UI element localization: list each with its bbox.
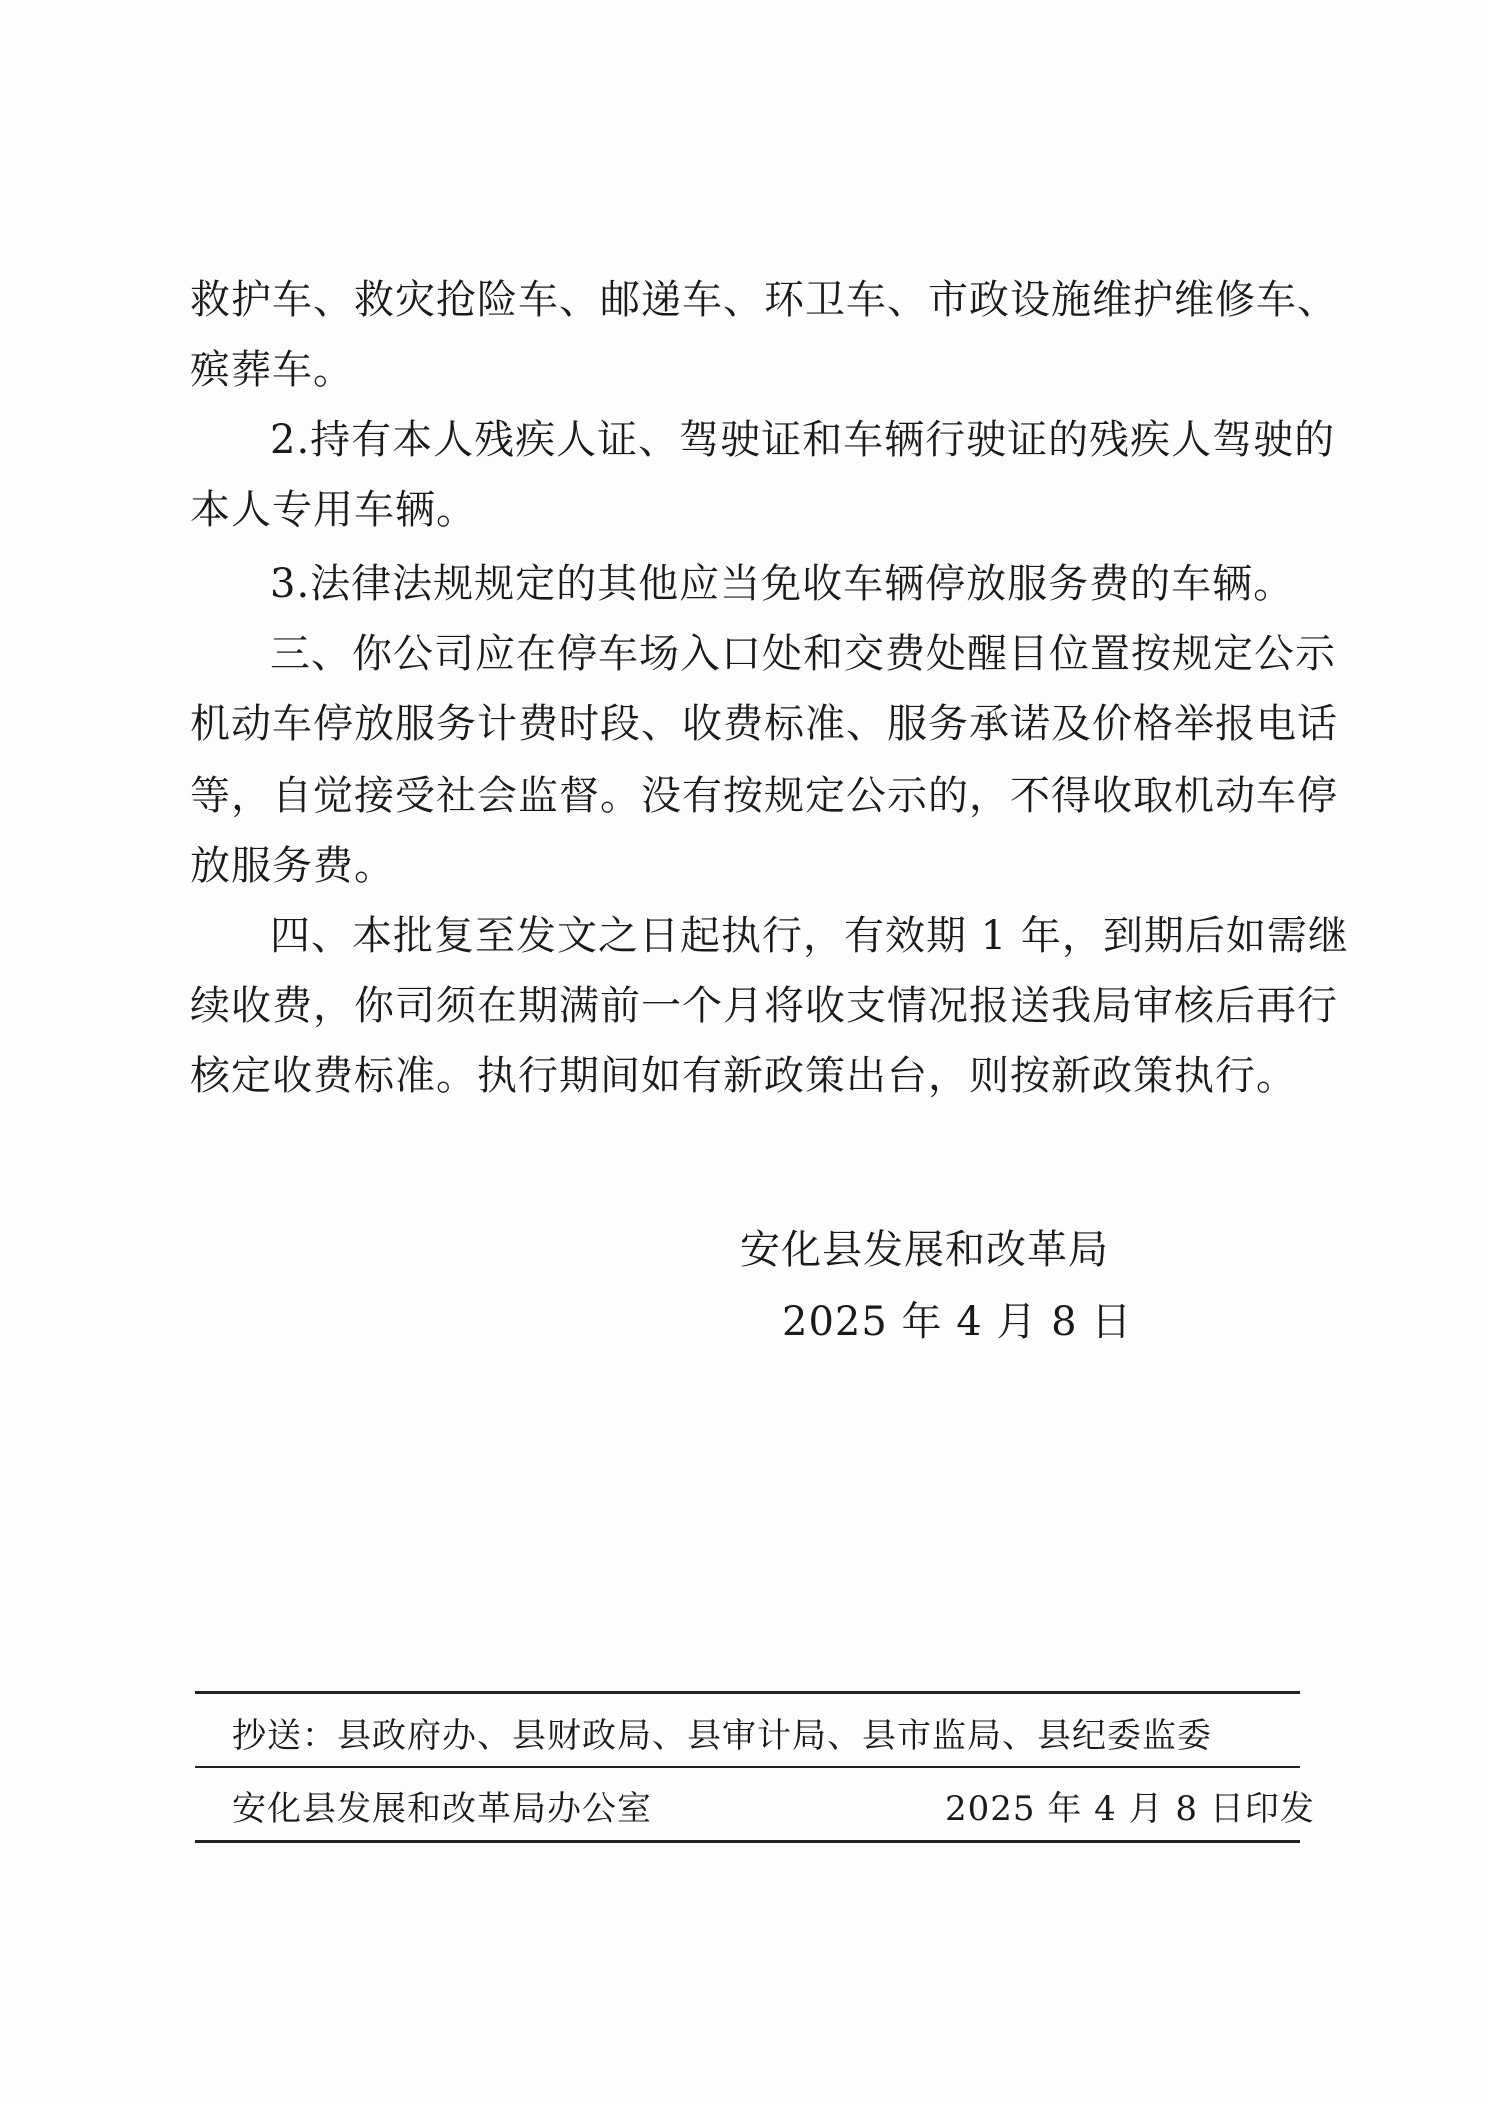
body-line-5: 3.法律法规规定的其他应当免收车辆停放服务费的车辆。 xyxy=(270,561,1295,607)
body-line-10: 四、本批复至发文之日起执行，有效期 1 年，到期后如需继 xyxy=(270,913,1349,959)
body-line-9: 放服务费。 xyxy=(190,843,395,889)
body-line-3: 2.持有本人残疾人证、驾驶证和车辆行驶证的残疾人驾驶的 xyxy=(270,417,1336,463)
issuing-office: 安化县发展和改革局办公室 xyxy=(232,1789,652,1829)
footer-bottom-rule xyxy=(195,1840,1300,1843)
cc-list: 抄送：县政府办、县财政局、县审计局、县市监局、县纪委监委 xyxy=(232,1716,1212,1756)
body-line-12: 核定收费标准。执行期间如有新政策出台，则按新政策执行。 xyxy=(190,1053,1297,1099)
issuer-name: 安化县发展和改革局 xyxy=(740,1227,1109,1273)
body-line-1: 救护车、救灾抢险车、邮递车、环卫车、市政设施维护维修车、 xyxy=(190,277,1338,323)
body-line-6: 三、你公司应在停车场入口处和交费处醒目位置按规定公示 xyxy=(270,631,1336,677)
issue-date: 2025 年 4 月 8 日 xyxy=(782,1299,1133,1345)
body-line-4: 本人专用车辆。 xyxy=(190,487,477,533)
body-line-8: 等，自觉接受社会监督。没有按规定公示的，不得收取机动车停 xyxy=(190,773,1338,819)
body-line-11: 续收费，你司须在期满前一个月将收支情况报送我局审核后再行 xyxy=(190,983,1338,1029)
footer-middle-rule xyxy=(195,1766,1300,1768)
footer-top-rule xyxy=(195,1691,1300,1694)
print-date: 2025 年 4 月 8 日印发 xyxy=(945,1789,1315,1829)
body-line-7: 机动车停放服务计费时段、收费标准、服务承诺及价格举报电话 xyxy=(190,701,1338,747)
body-line-2: 殡葬车。 xyxy=(190,347,354,393)
